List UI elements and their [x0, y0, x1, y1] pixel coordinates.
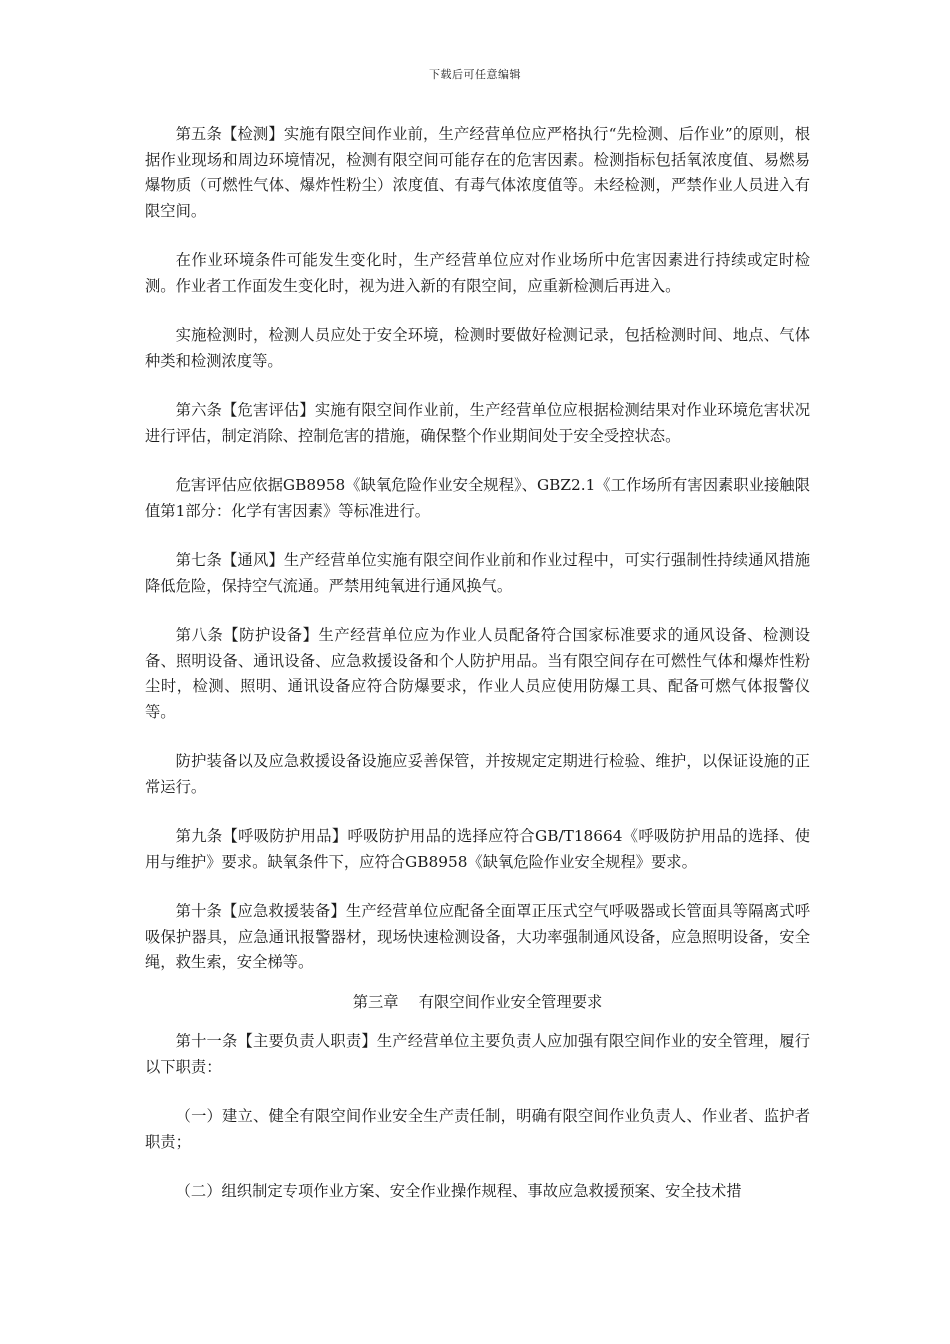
paragraph-article-6: 第六条【危害评估】实施有限空间作业前，生产经营单位应根据检测结果对作业环境危害状况进行评估，制定消除、控制危害的措施，确保整个作业期间处于安全受控状态。	[145, 401, 810, 445]
paragraph-article-8: 第八条【防护设备】生产经营单位应为作业人员配备符合国家标准要求的通风设备、检测设备、照明设备、通讯设备、应急救援设备和个人防护用品。当有限空间存在可燃性气体和爆炸性粉尘时，检测、照明、通讯设备应符合防爆要求，作业人员应使用防爆工具、配备可燃气体报警仪等。	[145, 626, 810, 721]
paragraph-article-9: 第九条【呼吸防护用品】呼吸防护用品的选择应符合GB/T18664《呼吸防护用品的选择、使用与维护》要求。缺氧条件下，应符合GB8958《缺氧危险作业安全规程》要求。	[145, 827, 810, 871]
list-item-2: （二）组织制定专项作业方案、安全作业操作规程、事故应急救援预案、安全技术措	[175, 1182, 742, 1200]
paragraph-detection-records: 实施检测时，检测人员应处于安全环境，检测时要做好检测记录，包括检测时间、地点、气体种类和检测浓度等。	[145, 326, 810, 370]
paragraph-article-10: 第十条【应急救援装备】生产经营单位应配备全面罩正压式空气呼吸器或长管面具等隔离式呼吸保护器具，应急通讯报警器材，现场快速检测设备，大功率强制通风设备，应急照明设备，安全绳，救生索，安全梯等。	[145, 902, 810, 971]
paragraph-article-11: 第十一条【主要负责人职责】生产经营单位主要负责人应加强有限空间作业的安全管理，履行以下职责：	[145, 1032, 810, 1076]
paragraph-article-5: 第五条【检测】实施有限空间作业前，生产经营单位应严格执行“先检测、后作业”的原则，根据作业现场和周边环境情况，检测有限空间可能存在的危害因素。检测指标包括氧浓度值、易燃易爆物质（可燃性气体、爆炸性粉尘）浓度值、有毒气体浓度值等。未经检测，严禁作业人员进入有限空间。	[145, 125, 810, 220]
paragraph-equipment-maintenance: 防护装备以及应急救援设备设施应妥善保管，并按规定定期进行检验、维护，以保证设施的正常运行。	[145, 752, 810, 796]
list-item-1: （一）建立、健全有限空间作业安全生产责任制，明确有限空间作业负责人、作业者、监护者职责；	[145, 1107, 810, 1151]
paragraph-continuous-detection: 在作业环境条件可能发生变化时，生产经营单位应对作业场所中危害因素进行持续或定时检测。作业者工作面发生变化时，视为进入新的有限空间，应重新检测后再进入。	[145, 251, 810, 295]
paragraph-article-7: 第七条【通风】生产经营单位实施有限空间作业前和作业过程中，可实行强制性持续通风措施降低危险，保持空气流通。严禁用纯氧进行通风换气。	[145, 551, 810, 595]
page-header: 下载后可任意编辑	[429, 68, 521, 81]
chapter-heading: 第三章 有限空间作业安全管理要求	[352, 992, 603, 1011]
paragraph-hazard-standards: 危害评估应依据GB8958《缺氧危险作业安全规程》、GBZ2.1《工作场所有害因素职业接触限值第1部分：化学有害因素》等标准进行。	[145, 476, 810, 520]
document-body	[145, 122, 810, 1229]
